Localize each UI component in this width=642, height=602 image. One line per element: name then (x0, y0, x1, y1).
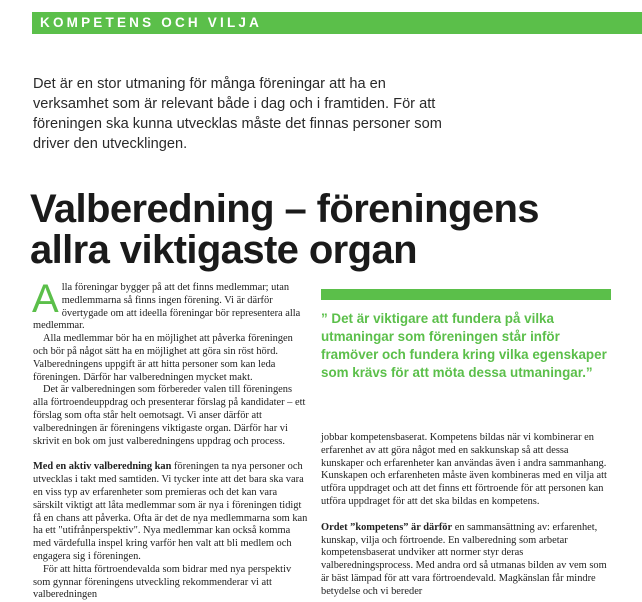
left-paragraph-4-text: föreningen ta nya personer och utvecklas i takt med samtiden. Vi tycker inte att det bara ska vara en viss typ av erfarenheter som premieras och det kan vara särskilt viktigt att låta medlemmar som är nya i föreningen tidigt få en chans att påverka. Ofta är det de nya medlemmarna som kan ha ett "utifrånperspektiv". Nya medlemmar kan också komma med värdefulla inspel kring varför hen valt att bli medlem och engagera sig i föreningen. (33, 461, 308, 562)
headline-line-2: allra viktigaste organ (30, 228, 417, 272)
drop-cap: A (32, 277, 59, 321)
pull-quote: ” Det är viktigare att fundera på vilka utmaningar som föreningen står inför framöver och fundera kring vilka egenskaper som krävs för att möta dessa utmaningar.” (321, 311, 607, 380)
right-paragraph-1: jobbar kompetensbaserat. Kompetens bildas när vi kombinerar en erfarenhet av att göra något med en sakkunskap så att dessa kunskaper och erfarenheter kan användas även i andra sammanhang. Kunskapen och erfarenheten måste även kombineras med en vilja att utföra uppdraget och att det finns ett förtroende för att personen kan utföra uppdraget för att det ska bildas en kompetens. (321, 432, 607, 507)
section-label: KOMPETENS OCH VILJA (40, 15, 263, 30)
pull-quote-block (321, 289, 611, 382)
right-paragraph-2-lead: Ordet ”kompetens” är därför (321, 521, 453, 533)
intro-paragraph: Det är en stor utmaning för många föreningar att ha en verksamhet som är relevant både i dag och i framtiden. För att föreningen ska kunna utvecklas måste det finnas personer som driver den utvecklingen. (33, 76, 442, 152)
article-headline (30, 189, 640, 271)
left-text-column (32, 277, 309, 602)
pull-quote-bar (321, 289, 611, 300)
right-paragraph-2 (321, 522, 611, 599)
left-paragraph-3: Det är valberedningen som förbereder valen till föreningens alla förtroendeuppdrag och presenterar förslag på kandidater – ett förslag som ofta står helt oemotsagt. Vi anser därför att valberedningen är föreningens viktigaste organ. Därför har vi skrivit en bok om just valberedningens uppdrag och process. (33, 384, 306, 447)
section-banner (32, 12, 642, 34)
left-paragraph-2: Alla medlemmar bör ha en möjlighet att påverka föreningen och bör på något sätt ha en möjlighet att göra sin röst hörd. Valberedningens uppgift är att hitta personer som kan leda föreningen. Därför har valberedningen mycket makt. (33, 333, 293, 383)
left-paragraph-5: För att hitta förtroendevalda som bidrar med nya perspektiv som gynnar föreningens utveckling rekommenderar vi att valberedningen (33, 563, 292, 601)
left-paragraph-1 (32, 277, 309, 333)
headline-line-1: Valberedning – föreningens (30, 187, 539, 231)
right-paragraph-2-text: en sammansättning av: erfarenhet, kunskap, vilja och förtroende. En valberedning som arbetar kompetensbaserat undviker att normer styr deras valberedningsprocess. Med andra ord så utmanas bilden av vem som är bäst lämpad för att vara förtroendevald. Magkänslan får mindre betydelse och vi bereder (321, 521, 607, 597)
right-text-column (321, 432, 611, 599)
left-paragraph-4-lead: Med en aktiv valberedning kan (33, 461, 172, 473)
left-paragraph-4 (33, 461, 309, 563)
left-paragraph-1-text: lla föreningar bygger på att det finns medlemmar; utan medlemmarna så finns ingen förening. Vi är därför övertygade om att ideella föreningar bör representera alla medlemmar. (33, 282, 301, 332)
